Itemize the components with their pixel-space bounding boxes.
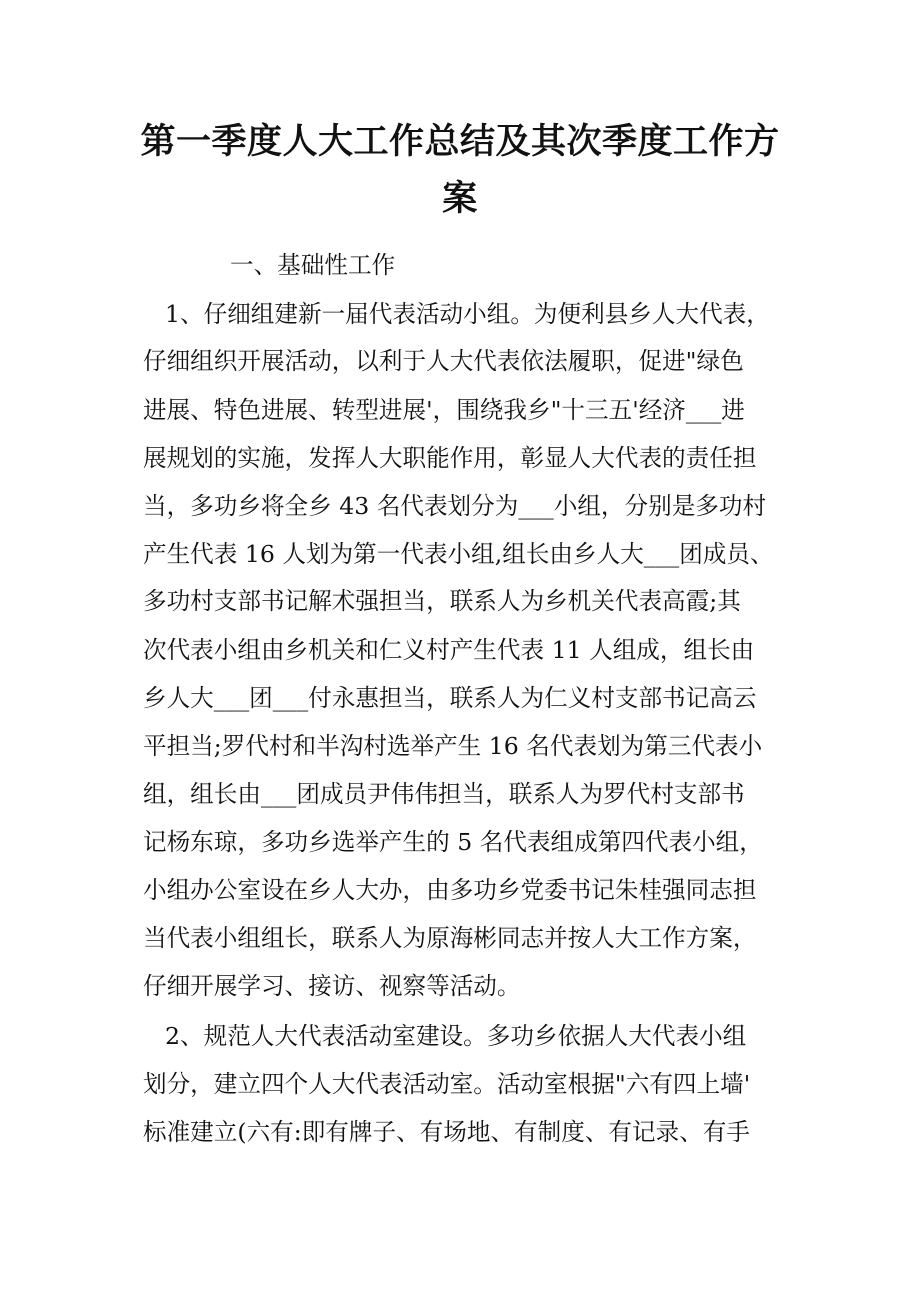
paragraph-1-line: 展规划的实施，发挥人大职能作用，彰显人大代表的责任担 [143,444,757,472]
paragraph-1-line: 多功村支部书记解术强担当，联系人为乡机关代表高霞;其 [143,587,741,615]
paragraph-1-line: 小组办公室设在乡人大办，由多功乡党委书记朱桂强同志担 [143,876,757,904]
paragraph-1-line: 次代表小组由乡机关和仁义村产生代表 11 人组成，组长由 [143,636,755,664]
paragraph-2-line: 标准建立(六有:即有牌子、有场地、有制度、有记录、有手 [143,1118,750,1146]
paragraph-1-line: 组，组长由___团成员尹伟伟担当，联系人为罗代村支部书 [143,780,745,808]
paragraph-1-line: 记杨东琼，多功乡选举产生的 5 名代表组成第四代表小组， [143,828,763,856]
paragraph-1-line: 仔细组织开展活动，以利于人大代表依法履职，促进"绿色 [143,347,744,375]
paragraph-1-line: 平担当;罗代村和半沟村选举产生 16 名代表划为第三代表小 [143,732,763,760]
paragraph-2-line: 划分，建立四个人大代表活动室。活动室根据"六有四上墙' [143,1070,751,1098]
document-title-line-1: 第一季度人大工作总结及其次季度工作方 [140,122,780,162]
paragraph-2-line: 2、规范人大代表活动室建设。多功乡依据人大代表小组 [165,1022,747,1050]
paragraph-1-line: 当代表小组组长，联系人为原海彬同志并按人大工作方案， [143,924,757,952]
paragraph-1-line: 进展、特色进展、转型进展'，围绕我乡"十三五'经济___进 [143,396,745,424]
document-title-line-2: 案 [442,179,478,219]
paragraph-1-line: 产生代表 16 人划为第一代表小组,组长由乡人大___团成员、 [143,540,774,568]
section-heading: 一、基础性工作 [230,251,396,279]
paragraph-1-line: 仔细开展学习、接访、视察等活动。 [143,972,521,1000]
paragraph-1-line: 当，多功乡将全乡 43 名代表划分为___小组，分别是多功村 [143,492,767,520]
paragraph-1-line: 乡人大___团___付永惠担当，联系人为仁义村支部书记高云 [143,684,757,712]
paragraph-1-line: 1、仔细组建新一届代表活动小组。为便利县乡人大代表， [165,300,770,328]
